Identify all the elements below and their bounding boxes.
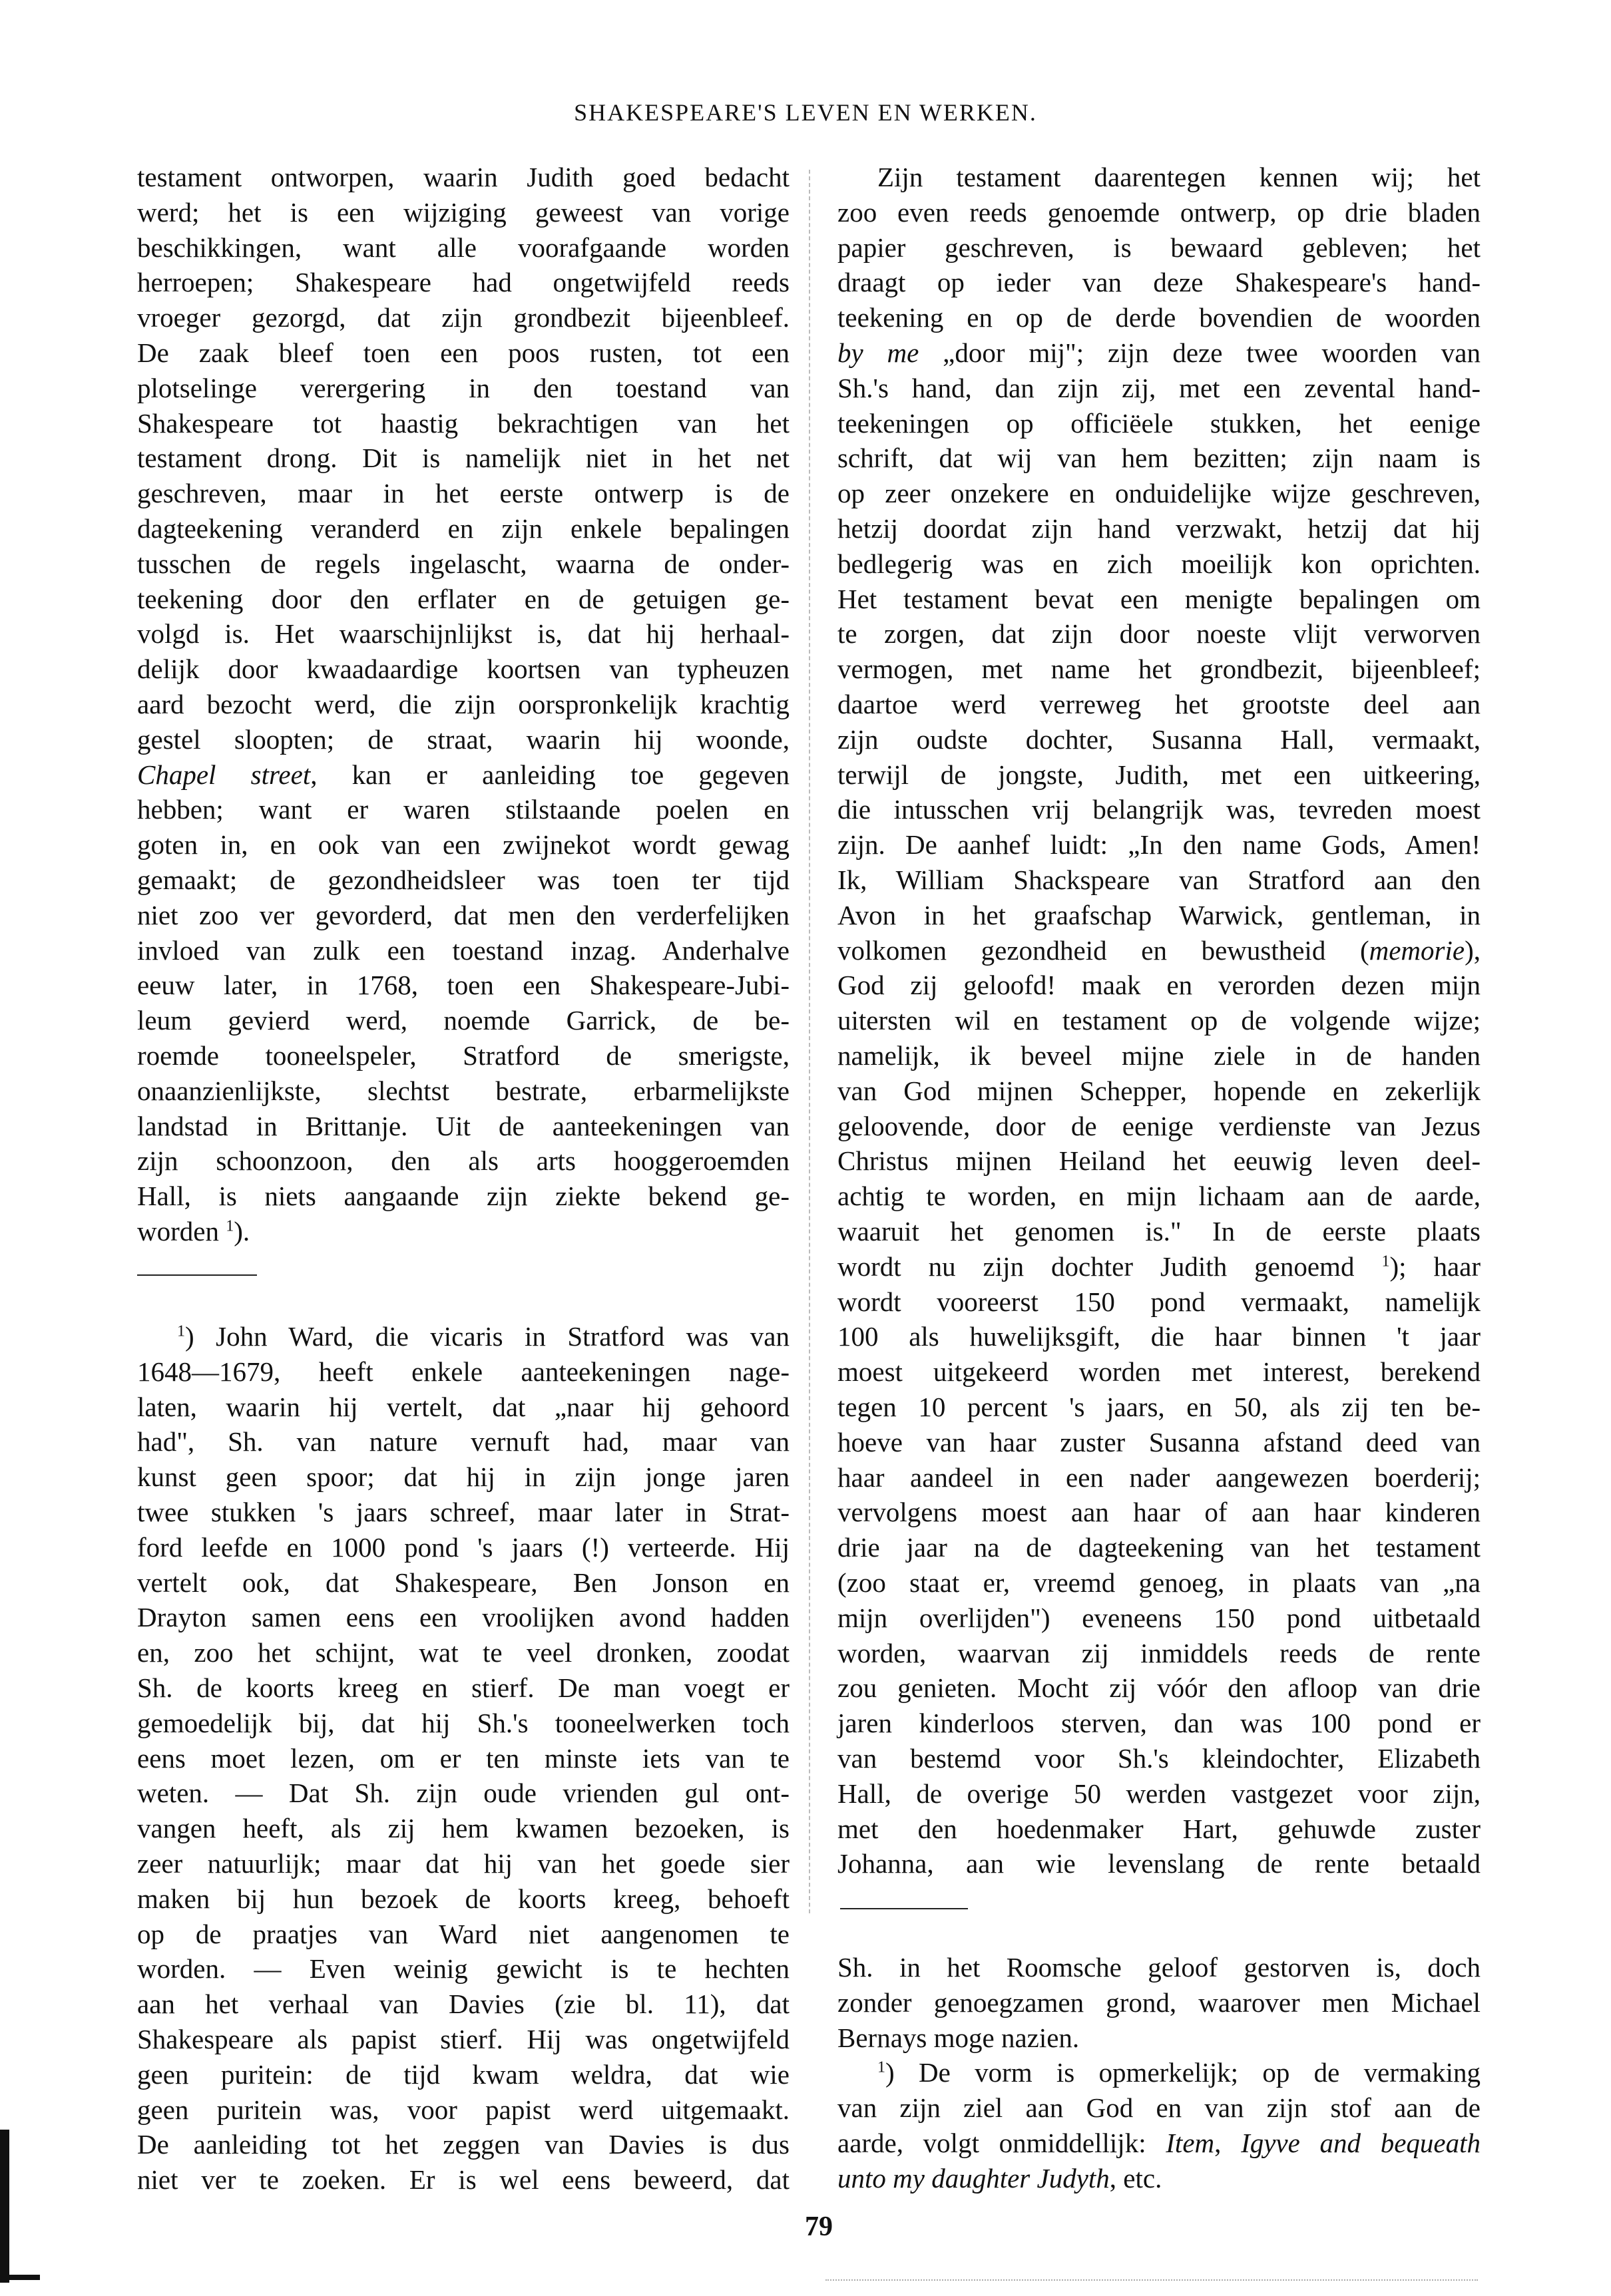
body-line: met den hoedenmaker Hart, gehuwde zuster <box>837 1813 1481 1844</box>
body-line: worden $^1$). <box>137 1216 250 1246</box>
body-line: werd; het is een wijziging geweest van vorige <box>137 196 790 228</box>
body-line: zijn oudste dochter, Susanna Hall, vermaakt, <box>837 723 1481 755</box>
body-line: worden, waarvan zij inmiddels reeds de rente <box>837 1637 1481 1668</box>
body-line: volgd is. Het waarschijnlijkst is, dat hij herhaal- <box>137 618 790 650</box>
footnote-line: vangen heeft, als zij hem kwamen bezoeken, is <box>137 1813 790 1844</box>
footnote-line: en, zoo het schijnt, wat te veel dronken, zoodat <box>137 1637 790 1668</box>
body-line: uitersten wil en testament op de volgende wijze; <box>837 1005 1481 1036</box>
footnote-separator-left <box>137 1274 257 1276</box>
body-line: 100 als huwelijksgift, die haar binnen 't jaar <box>837 1321 1481 1352</box>
body-line: Chapel street, kan er aanleiding toe gegeven <box>137 759 790 790</box>
body-line: zijn. De aanhef luidt: „In den name Gods, Amen! <box>837 829 1481 861</box>
body-line: haar aandeel in een nader aangewezen boerderij; <box>837 1461 1481 1493</box>
footnote-line: Sh. in het Roomsche geloof gestorven is, doch <box>837 1952 1481 1983</box>
body-line: vermogen, met name het grondbezit, bijeenbleef; <box>837 654 1481 685</box>
body-line: onaanzienlijkste, slechtst bestrate, erbarmelijkste <box>137 1075 790 1106</box>
footnote-line: 1648—1679, heeft enkele aanteekeningen nage- <box>137 1356 790 1387</box>
running-header: SHAKESPEARE'S LEVEN EN WERKEN. <box>574 99 1037 126</box>
footnote-line: maken bij hun bezoek de koorts kreeg, behoeft <box>137 1883 790 1914</box>
body-line: gemaakt; de gezondheidsleer was toen ter tijd <box>137 864 790 895</box>
footnote-line: gemoedelijk bij, dat hij Sh.'s tooneelwerken toch <box>137 1707 790 1738</box>
body-line: Ik, William Shackspeare van Stratford aan den <box>837 864 1481 895</box>
body-line: moest uitgekeerd worden met interest, berekend <box>837 1356 1481 1388</box>
body-line: Shakespeare tot haastig bekrachtigen van het <box>137 407 790 439</box>
body-line: leum gevierd werd, noemde Garrick, de be- <box>137 1005 790 1036</box>
footnote-line: Sh. de koorts kreeg en stierf. De man voegt er <box>137 1672 790 1703</box>
body-line: teekeningen op officiëele stukken, het eenige <box>837 407 1481 439</box>
body-line: drie jaar na de dagteekening van het testament <box>837 1532 1481 1563</box>
body-line: landstad in Brittanje. Uit de aanteekeningen van <box>137 1110 790 1141</box>
column-divider <box>809 170 810 1913</box>
scan-edge-foot <box>0 2275 40 2280</box>
footnote-line: Drayton samen eens een vroolijken avond hadden <box>137 1602 790 1633</box>
body-line: hetzij doordat zijn hand verzwakt, hetzij dat hij <box>837 513 1481 544</box>
body-line: tusschen de regels ingelascht, waarna de onder- <box>137 548 790 579</box>
footnote-line: zeer natuurlijk; maar dat hij van het goede sier <box>137 1848 790 1879</box>
body-line: testament ontworpen, waarin Judith goed bedacht <box>137 162 790 192</box>
body-line: delijk door kwaadaardige koortsen van typheuzen <box>137 654 790 685</box>
footnote-line: Shakespeare als papist stierf. Hij was ongetwijfeld <box>137 2024 790 2054</box>
body-line: plotselinge verergering in den toestand van <box>137 372 790 403</box>
footnote-line: $^1$) John Ward, die vicaris in Stratford was van <box>177 1321 790 1352</box>
body-line: De zaak bleef toen een poos rusten, tot een <box>137 337 790 368</box>
footnote-line: geen puritein: de tijd kwam weldra, dat wie <box>137 2058 790 2090</box>
scan-bottom-noise <box>825 2279 1478 2281</box>
body-line: dagteekening veranderd en zijn enkele bepalingen <box>137 513 790 544</box>
footnote-line: niet ver te zoeken. Er is wel eens beweerd, dat <box>137 2164 790 2196</box>
body-line: Avon in het graafschap Warwick, gentleman, in <box>837 899 1481 930</box>
body-line: zijn schoonzoon, den als arts hooggeroemden <box>137 1145 790 1177</box>
body-line: Zijn testament daarentegen kennen wij; het <box>877 162 1481 192</box>
body-line: roemde tooneelspeler, Stratford de smerigste, <box>137 1040 790 1071</box>
footnote-line: kunst geen spoor; dat hij in zijn jonge jaren <box>137 1461 790 1493</box>
body-line: Hall, is niets aangaande zijn ziekte bekend ge- <box>137 1181 790 1212</box>
body-line: waaruit het genomen is." In de eerste plaats <box>837 1216 1481 1246</box>
body-line: (zoo staat er, vreemd genoeg, in plaats van „na <box>837 1567 1481 1598</box>
page-number: 79 <box>805 2211 833 2242</box>
footnote-separator-right <box>840 1908 968 1909</box>
body-line: beschikkingen, want alle voorafgaande worden <box>137 232 790 263</box>
scan-edge-mark <box>0 2130 9 2283</box>
body-line: te zorgen, dat zijn door noeste vlijt verworven <box>837 618 1481 650</box>
body-line: teekening door den erflater en de getuigen ge- <box>137 583 790 614</box>
body-line: wordt vooreerst 150 pond vermaakt, namelijk <box>837 1286 1481 1317</box>
body-line: Het testament bevat een menigte bepalingen om <box>837 583 1481 614</box>
body-line: eeuw later, in 1768, toen een Shakespeare-Jubi- <box>137 970 790 1001</box>
body-line: daartoe werd verreweg het grootste deel aan <box>837 689 1481 719</box>
body-line: goten in, en ook van een zwijnekot wordt gewag <box>137 829 790 861</box>
body-line: God zij geloofd! maak en verorden dezen mijn <box>837 970 1481 1001</box>
body-line: hoeve van haar zuster Susanna afstand deed van <box>837 1426 1481 1457</box>
body-line: Hall, de overige 50 werden vastgezet voor zijn, <box>837 1778 1481 1809</box>
footnote-line: vertelt ook, dat Shakespeare, Ben Jonson en <box>137 1567 790 1598</box>
body-line: van God mijnen Schepper, hopende en zekerlijk <box>837 1075 1481 1106</box>
body-line: vervolgens moest aan haar of aan haar kinderen <box>837 1497 1481 1528</box>
footnote-line: eens moet lezen, om er ten minste iets van te <box>137 1742 790 1774</box>
body-line: achtig te worden, en mijn lichaam aan de aarde, <box>837 1181 1481 1212</box>
footnote-line: twee stukken 's jaars schreef, maar later in Strat- <box>137 1497 790 1527</box>
body-line: invloed van zulk een toestand inzag. Anderhalve <box>137 934 790 966</box>
footnote-line: $^1$) De vorm is opmerkelijk; op de vermaking <box>877 2057 1481 2088</box>
body-line: geloovende, door de eenige verdienste van Jezus <box>837 1110 1481 1141</box>
body-line: volkomen gezondheid en bewustheid (memorie), <box>837 934 1481 966</box>
body-line: geschreven, maar in het eerste ontwerp is de <box>137 478 790 509</box>
body-line: aard bezocht werd, die zijn oorspronkelijk krachtig <box>137 689 790 719</box>
body-line: Sh.'s hand, dan zijn zij, met een zevental hand- <box>837 372 1481 403</box>
footnote-line: geen puritein was, voor papist werd uitgemaakt. <box>137 2094 790 2125</box>
body-line: bedlegerig was en zich moeilijk kon oprichten. <box>837 548 1481 579</box>
footnote-line: van zijn ziel aan God en van zijn stof aan de <box>837 2092 1481 2124</box>
footnote-line: unto my daughter Judyth, etc. <box>837 2162 1162 2194</box>
body-line: gestel sloopten; de straat, waarin hij woonde, <box>137 723 790 755</box>
body-line: vroeger gezorgd, dat zijn grondbezit bijeenbleef. <box>137 302 790 333</box>
body-line: by me „door mij"; zijn deze twee woorden van <box>837 337 1481 368</box>
body-line: testament drong. Dit is namelijk niet in het net <box>137 443 790 474</box>
body-line: Johanna, aan wie levenslang de rente betaald <box>837 1848 1481 1879</box>
footnote-line: Bernays moge nazien. <box>837 2022 1080 2053</box>
body-line: papier geschreven, is bewaard gebleven; het <box>837 232 1481 263</box>
body-line: Christus mijnen Heiland het eeuwig leven deel- <box>837 1145 1481 1177</box>
body-line: wordt nu zijn dochter Judith genoemd $^1$); haar <box>837 1250 1481 1282</box>
body-line: teekening en op de derde bovendien de woorden <box>837 302 1481 333</box>
footnote-line: aarde, volgt onmiddellijk: Item, Igyve and bequeath <box>837 2128 1481 2158</box>
body-line: die intusschen vrij belangrijk was, tevreden moest <box>837 794 1481 825</box>
body-line: hebben; want er waren stilstaande poelen en <box>137 794 790 825</box>
footnote-line: ford leefde en 1000 pond 's jaars (!) verteerde. Hij <box>137 1531 790 1563</box>
footnote-line: zonder genoegzamen grond, waarover men Michael <box>837 1987 1481 2018</box>
body-line: jaren kinderloos sterven, dan was 100 pond er <box>837 1708 1481 1739</box>
footnote-line: worden. — Even weinig gewicht is te hechten <box>137 1953 790 1985</box>
body-line: niet zoo ver gevorderd, dat men den verderfelijken <box>137 899 790 930</box>
body-line: mijn overlijden") eveneens 150 pond uitbetaald <box>837 1602 1481 1633</box>
body-line: zoo even reeds genoemde ontwerp, op drie bladen <box>837 196 1481 228</box>
body-line: herroepen; Shakespeare had ongetwijfeld reeds <box>137 267 790 298</box>
body-line: tegen 10 percent 's jaars, en 50, als zij ten be- <box>837 1392 1481 1422</box>
body-line: schrift, dat wij van hem bezitten; zijn naam is <box>837 443 1481 474</box>
footnote-line: aan het verhaal van Davies (zie bl. 11), dat <box>137 1989 790 2020</box>
body-line: terwijl de jongste, Judith, met een uitkeering, <box>837 759 1481 790</box>
footnote-line: weten. — Dat Sh. zijn oude vrienden gul ont- <box>137 1778 790 1809</box>
footnote-line: had", Sh. van nature vernuft had, maar van <box>137 1426 790 1457</box>
body-line: zou genieten. Mocht zij vóór den afloop van drie <box>837 1672 1481 1704</box>
body-line: op zeer onzekere en onduidelijke wijze geschreven, <box>837 478 1481 509</box>
footnote-line: op de praatjes van Ward niet aangenomen te <box>137 1918 790 1949</box>
body-line: van bestemd voor Sh.'s kleindochter, Elizabeth <box>837 1743 1481 1774</box>
footnote-line: De aanleiding tot het zeggen van Davies is dus <box>137 2129 790 2160</box>
body-line: draagt op ieder van deze Shakespeare's hand- <box>837 267 1481 298</box>
body-line: namelijk, ik beveel mijne ziele in de handen <box>837 1040 1481 1071</box>
footnote-line: laten, waarin hij vertelt, dat „naar hij gehoord <box>137 1391 790 1422</box>
